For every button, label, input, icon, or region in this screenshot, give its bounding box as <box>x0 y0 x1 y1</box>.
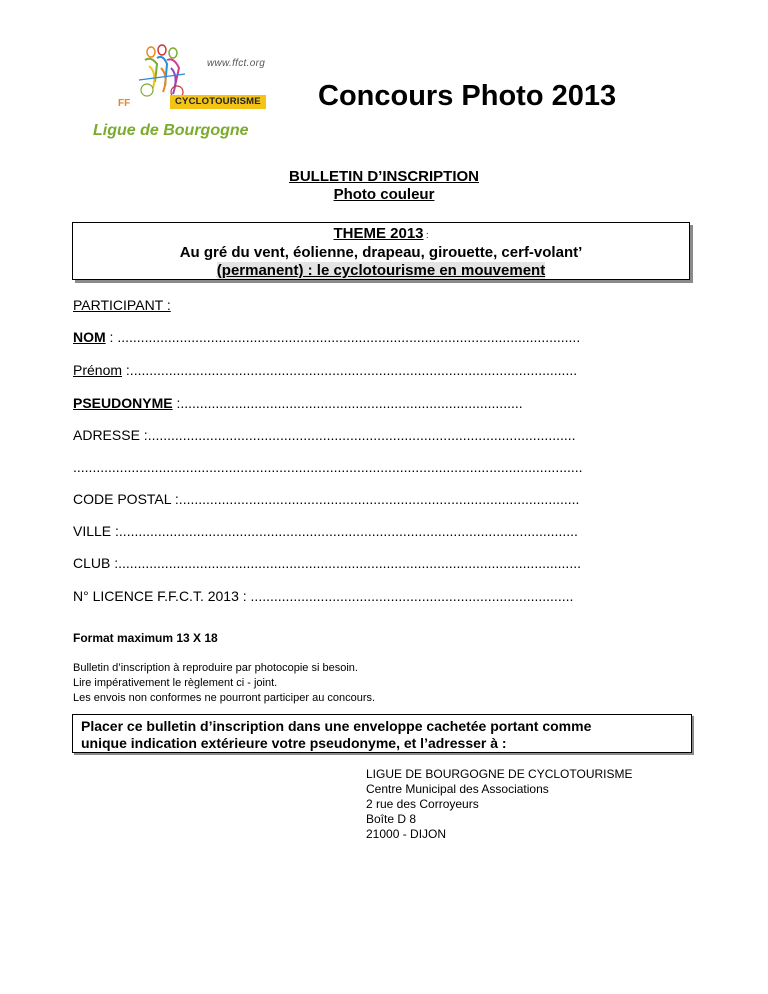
participant-label: PARTICIPANT : <box>73 297 171 313</box>
address-line: Centre Municipal des Associations <box>366 782 549 796</box>
cyclists-logo-icon <box>127 42 207 102</box>
note-line: Bulletin d’inscription à reproduire par photocopie si besoin. <box>73 662 358 674</box>
ffct-logo <box>112 42 266 120</box>
format-note: Format maximum 13 X 18 <box>73 631 218 645</box>
prenom-label: Prénom <box>73 362 123 378</box>
bulletin-heading <box>0 168 768 204</box>
ville-field[interactable]: VILLE :...................................................................................................................... <box>73 523 578 539</box>
licence-field[interactable]: N° LICENCE F.F.C.T. 2013 : ................................................................................... <box>73 588 574 604</box>
prenom-dots: :................................................................................................................... <box>122 362 578 378</box>
adresse-line-2-field[interactable]: ................................................................................................................................... <box>73 459 583 475</box>
nom-field[interactable] <box>73 329 580 345</box>
mailing-instruction-box <box>72 714 692 753</box>
mailing-address <box>366 767 633 842</box>
ligue-name: Ligue de Bourgogne <box>93 122 249 139</box>
adresse-field[interactable]: ADRESSE :.............................................................................................................. <box>73 427 576 443</box>
address-line: Boîte D 8 <box>366 812 417 826</box>
pseudonyme-dots: :........................................................................................ <box>172 395 523 411</box>
theme-colon: : <box>423 230 429 240</box>
page-title: Concours Photo 2013 <box>318 80 617 112</box>
logo-brand: CYCLOTOURISME <box>170 95 266 109</box>
note-line: Les envois non conformes ne pourront participer au concours. <box>73 692 376 704</box>
prenom-field[interactable] <box>73 362 577 378</box>
theme-line-1: Au gré du vent, éolienne, drapeau, girouette, cerf-volant’ <box>179 244 583 261</box>
address-line: 21000 - DIJON <box>366 827 447 841</box>
instruction-line-1: Placer ce bulletin d’inscription dans une enveloppe cachetée portant comme <box>81 718 592 734</box>
instruction-line-2: unique indication extérieure votre pseudonyme, et l’adresser à : <box>81 735 507 751</box>
note-line: Lire impérativement le règlement ci - joint. <box>73 677 278 689</box>
club-field[interactable]: CLUB :....................................................................................................................... <box>73 555 581 571</box>
address-line: LIGUE DE BOURGOGNE DE CYCLOTOURISME <box>366 767 633 781</box>
pseudonyme-field[interactable] <box>73 395 523 411</box>
bulletin-title: BULLETIN D’INSCRIPTION <box>289 168 479 185</box>
theme-line-2: (permanent) : le cyclotourisme en mouvement <box>216 262 546 279</box>
pseudonyme-label: PSEUDONYME <box>73 395 173 411</box>
bulletin-subtitle: Photo couleur <box>333 186 435 203</box>
theme-box <box>72 222 690 280</box>
nom-label: NOM <box>73 329 106 345</box>
logo-ff-text: FF <box>118 98 131 109</box>
code-postal-field[interactable]: CODE POSTAL :....................................................................................................... <box>73 491 580 507</box>
address-line: 2 rue des Corroyeurs <box>366 797 479 811</box>
nom-dots: : ....................................................................................................................... <box>105 329 581 345</box>
theme-title: THEME 2013 <box>333 225 424 242</box>
instructions-notes <box>73 661 375 706</box>
logo-url: www.ffct.org <box>207 58 266 69</box>
